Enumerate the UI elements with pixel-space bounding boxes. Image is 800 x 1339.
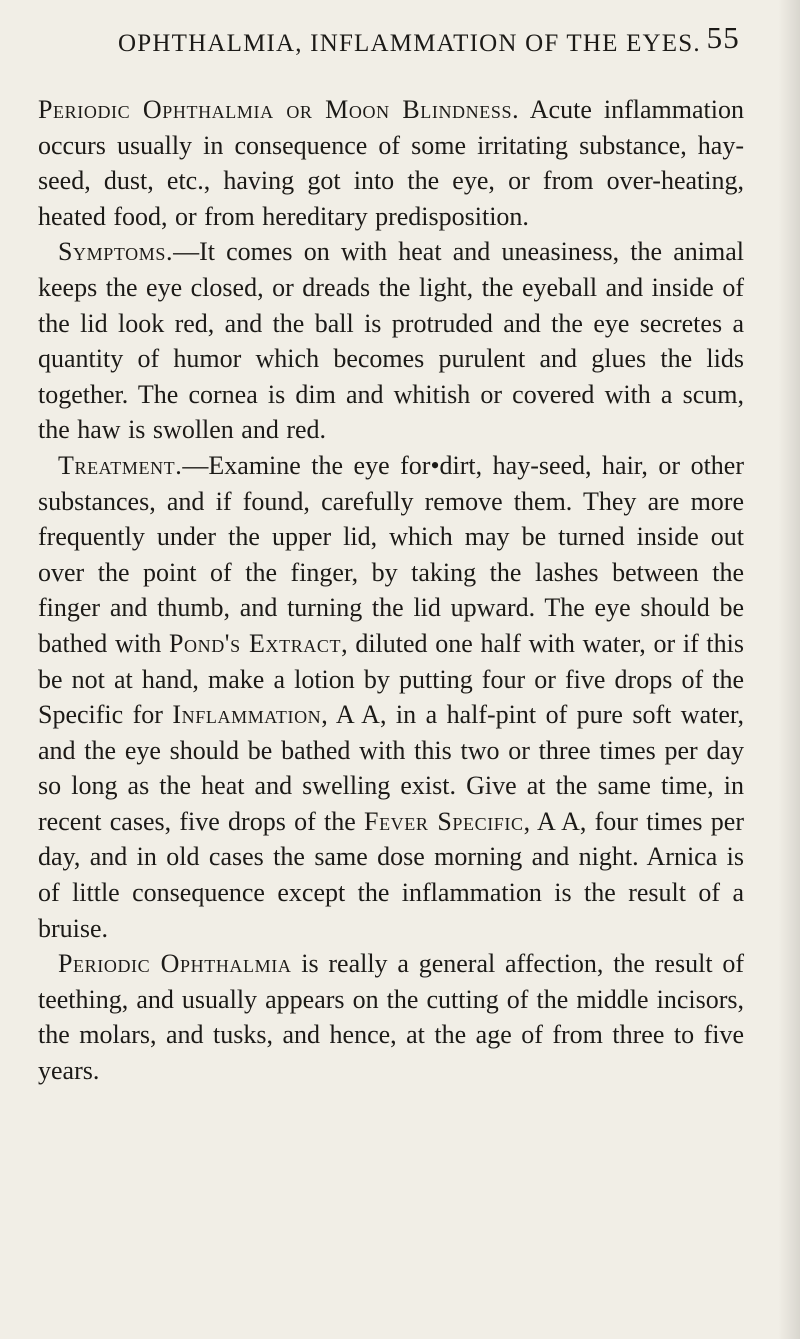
paragraph-text: is really a general affection, the result of teething, and usually appears on the cutting of the middle incisors, the molars, and tusks, and hence, at the age of from three to five years.	[38, 949, 744, 1086]
paragraph-periodic-ophthalmia-general	[38, 946, 744, 1088]
paragraph-text: Acute inflammation occurs usually in consequence of some irritating substance, hay-seed, dust, etc., having got into the eye, or from over-heating, heated food, or from hereditary predisposition.	[38, 95, 744, 231]
paragraph-text: , A A, four times per day, and in old cases the same dose morning and night. Arnica is of little consequence except the inflammation is the result of a bruise.	[38, 806, 745, 943]
section-heading-periodic-ophthalmia: Periodic Ophthalmia or Moon Blindness.	[38, 95, 520, 124]
body-text	[38, 92, 744, 1089]
running-head	[118, 20, 740, 64]
remedy-name-fever-specific: Fever Specific	[364, 806, 524, 836]
running-head-title: OPHTHALMIA, INFLAMMATION OF THE EYES.	[118, 30, 701, 57]
paragraph-treatment	[38, 448, 744, 946]
page-edge-shadow	[778, 0, 800, 1339]
paragraph-periodic-ophthalmia	[38, 92, 744, 234]
paragraph-text: , A A, in a half-pint of pure soft water, and the eye should be bathed with this two or three times per day so long as the heat and swelling exist. Give at the same time, in recent cases, five drops of the	[38, 700, 744, 836]
page-number: 55	[706, 20, 740, 55]
remedy-name-inflammation: Inflammation	[172, 700, 322, 730]
section-heading-symptoms: Symptoms.	[58, 237, 174, 267]
section-heading-treatment: Treatment.	[58, 450, 183, 480]
paragraph-text: , diluted one half with water, or if this be not at hand, make a lotion by putting four or five drops of the Specific for	[38, 628, 745, 730]
paragraph-symptoms	[38, 234, 744, 448]
paragraph-text: —It comes on with heat and uneasiness, the animal keeps the eye closed, or dreads the light, the eyeball and inside of the lid look red, and the ball is protruded and the eye secretes a quantity of humor which becomes purulent and glues the lids together. The cornea is dim and whitish or covered with a scum, the haw is swollen and red.	[38, 237, 744, 445]
paragraph-text: —Examine the eye for•dirt, hay-seed, hair, or other substances, and if found, carefully remove them. They are more frequently under the upper lid, which may be turned inside out over the point of the finger, by taking the lashes between the finger and thumb, and turning the lid upward. The eye should be bathed with	[38, 450, 744, 658]
section-heading-periodic-ophthalmia-general: Periodic Ophthalmia	[58, 949, 292, 979]
remedy-name-ponds-extract: Pond's Extract	[168, 628, 342, 658]
